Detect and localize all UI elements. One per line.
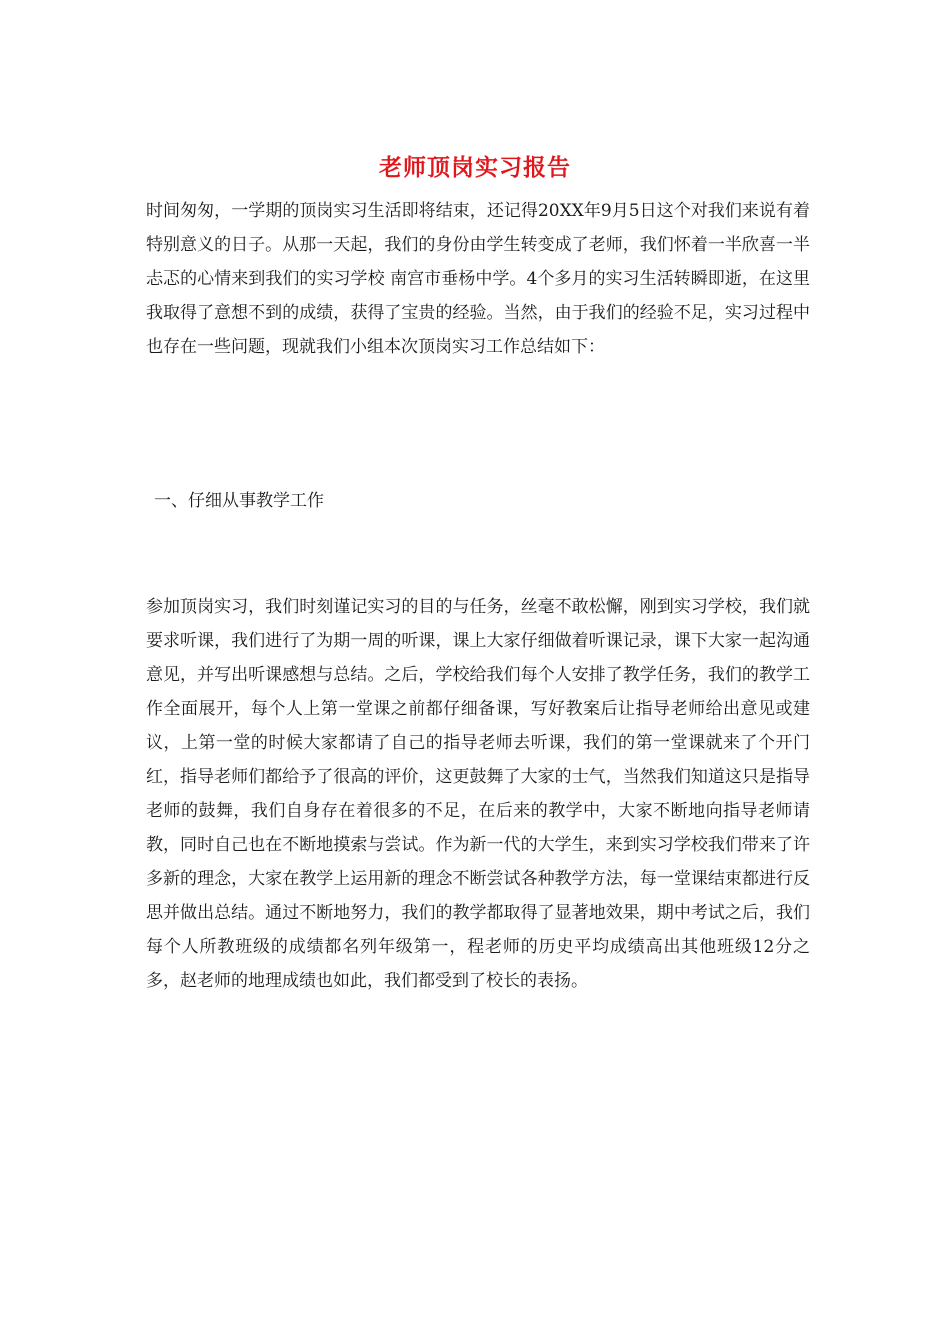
section-heading: 一、仔细从事教学工作 [154, 491, 324, 511]
body-paragraph: 参加顶岗实习，我们时刻谨记实习的目的与任务，丝毫不敢松懈，刚到实习学校，我们就要求听课，我们进行了为期一周的听课，课上大家仔细做着听课记录，课下大家一起沟通意见，并写出听课感想与总结。之后，学校给我们每个人安排了教学任务，我们的教学工作全面展开，每个人上第一堂课之前都仔细备课，写好教案后让指导老师给出意见或建议，上第一堂的时候大家都请了自己的指导老师去听课，我们的第一堂课就来了个开门红，指导老师们都给予了很高的评价，这更鼓舞了大家的士气，当然我们知道这只是指导老师的鼓舞，我们自身存在着很多的不足，在后来的教学中，大家不断地向指导老师请教，同时自己也在不断地摸索与尝试。作为新一代的大学生，来到实习学校我们带来了许多新的理念，大家在教学上运用新的理念不断尝试各种教学方法，每一堂课结束都进行反思并做出总结。通过不断地努力，我们的教学都取得了显著地效果，期中考试之后，我们每个人所教班级的成绩都名列年级第一，程老师的历史平均成绩高出其他班级12分之多，赵老师的地理成绩也如此，我们都受到了校长的表扬。 [146, 597, 810, 991]
intro-paragraph: 时间匆匆，一学期的顶岗实习生活即将结束，还记得20XX年9月5日这个对我们来说有着特别意义的日子。从那一天起，我们的身份由学生转变成了老师，我们怀着一半欣喜一半忐忑的心情来到我们的实习学校 南宫市垂杨中学。4个多月的实习生活转瞬即逝，在这里我取得了意想不到的成绩，获得了宝贵的经验。当然，由于我们的经验不足，实习过程中也存在一些问题，现就我们小组本次顶岗实习工作总结如下： [146, 201, 810, 357]
document-title: 老师顶岗实习报告 [379, 154, 571, 181]
